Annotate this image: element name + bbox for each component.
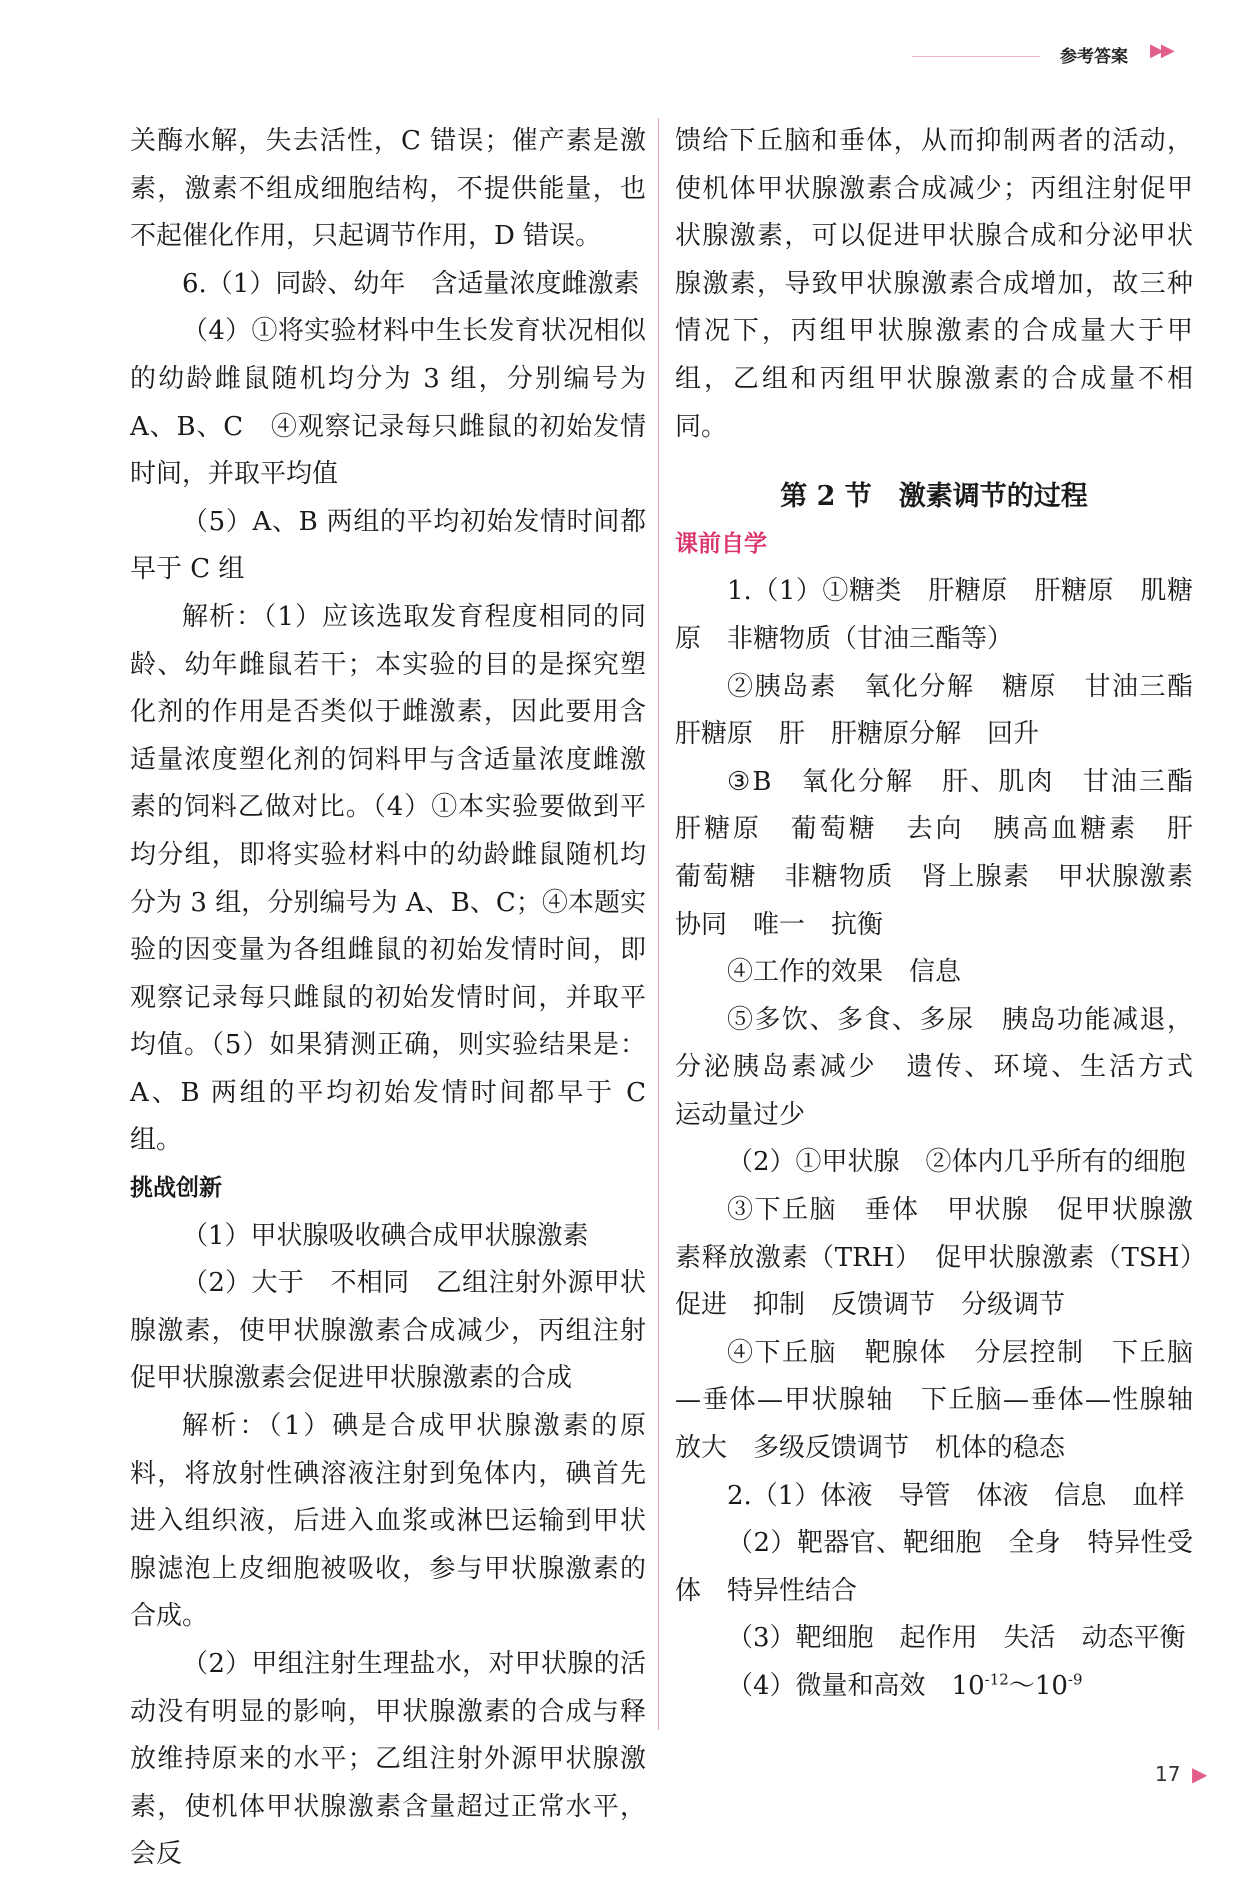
base: 10 [951, 1671, 985, 1701]
section-title: 第 2 节 激素调节的过程 [780, 481, 1088, 513]
header-title: 参考答案 [1060, 47, 1128, 67]
subheading-preview: 课前自学 [675, 530, 767, 557]
answer-line: （2）①甲状腺 ②体内几乎所有的细胞 [727, 1147, 1186, 1178]
paragraph: 解析：（1）应该选取发育程度相同的同龄、幼年雌鼠若干；本实验的目的是探究塑化剂的作用是否类似于雌激素，因此要用含适量浓度塑化剂的饲料甲与含适量浓度雌激素的饲料乙做对比。（4）①本实验要做到平均分组，即将实验材料中的幼龄雌鼠随机均分为 3 组，分别编号为 A、B、C；④本题实验的因变量为各组雌鼠的初始发情时间，即观察记录每只雌鼠的初始发情时间，并取平均值。（5）如果猜测正确，则实验结果是：A、B 两组的平均初始发情时间都早于 C 组。 [130, 601, 646, 1156]
right-column [675, 118, 1220, 1711]
answer-text: （4）微量和高效 [727, 1671, 952, 1701]
subheading-challenge: 挑战创新 [130, 1175, 222, 1202]
answer-line: ②胰岛素 氧化分解 糖原 甘油三酯 肝糖原 肝 肝糖原分解 回升 [675, 671, 1220, 750]
double-arrow-icon: ▶▶ [1150, 40, 1172, 61]
paragraph: （1）甲状腺吸收碘合成甲状腺激素 [182, 1220, 589, 1251]
answer-line: 1.（1）①糖类 肝糖原 肝糖原 肌糖原 非糖物质（甘油三酯等） [675, 576, 1193, 654]
answer-line: ④下丘脑 靶腺体 分层控制 下丘脑—垂体—甲状腺轴 下丘脑—垂体—性腺轴 放大 多级反馈调节 机体的稳态 [675, 1337, 1220, 1464]
range-separator: ～ [1008, 1671, 1035, 1701]
page-number: 17 [1155, 1762, 1181, 1786]
answer-line-exponent [675, 1663, 1193, 1711]
page-header [0, 38, 1250, 82]
answer-line: ④工作的效果 信息 [727, 957, 962, 988]
paragraph: 解析：（1）碘是合成甲状腺激素的原料，将放射性碘溶液注射到兔体内，碘首先进入组织液，后进入血浆或淋巴运输到甲状腺滤泡上皮细胞被吸收，参与甲状腺激素的合成。 [130, 1411, 646, 1632]
exponent: -12 [984, 1670, 1009, 1689]
answer-line: （3）靶细胞 起作用 失活 动态平衡 [727, 1623, 1186, 1654]
answer-line: （2）靶器官、靶细胞 全身 特异性受体 特异性结合 [675, 1528, 1193, 1606]
base: 10 [1034, 1671, 1068, 1701]
answer-line: ⑤多饮、多食、多尿 胰岛功能减退，分泌胰岛素减少 遗传、环境、生活方式 运动量过少 [675, 1004, 1220, 1130]
paragraph: （2）甲组注射生理盐水，对甲状腺的活动没有明显的影响，甲状腺激素的合成与释放维持原来的水平；乙组注射外源甲状腺激素，使机体甲状腺激素含量超过正常水平，会反 [130, 1649, 646, 1870]
exponent: -9 [1067, 1670, 1083, 1689]
answer-line: ③下丘脑 垂体 甲状腺 促甲状腺激素释放激素（TRH） 促甲状腺激素（TSH） 促进 抑制 反馈调节 分级调节 [675, 1195, 1220, 1321]
paragraph: （5）A、B 两组的平均初始发情时间都早于 C 组 [130, 506, 646, 585]
left-column [130, 118, 646, 1879]
answer-line: ③B 氧化分解 肝、肌肉 甘油三酯 肝糖原 葡萄糖 去向 胰高血糖素 肝 葡萄糖 非糖物质 肾上腺素 甲状腺激素 协同 唯一 抗衡 [675, 766, 1220, 940]
column-divider [658, 118, 659, 1730]
paragraph: 关酶水解，失去活性，C 错误；催产素是激素，激素不组成细胞结构，不提供能量，也不起催化作用，只起调节作用，D 错误。 [130, 126, 646, 252]
paragraph: （2）大于 不相同 乙组注射外源甲状腺激素，使甲状腺激素合成减少，丙组注射促甲状腺激素会促进甲状腺激素的合成 [130, 1268, 646, 1394]
header-rule [912, 56, 1040, 57]
next-page-arrow-icon: ▶ [1192, 1762, 1208, 1786]
paragraph: 6.（1）同龄、幼年 含适量浓度雌激素 [182, 268, 640, 299]
paragraph: （4）①将实验材料中生长发育状况相似的幼龄雌鼠随机均分为 3 组，分别编号为 A、B、C ④观察记录每只雌鼠的初始发情时间，并取平均值 [130, 316, 646, 490]
paragraph: 馈给下丘脑和垂体，从而抑制两者的活动，使机体甲状腺激素合成减少；丙组注射促甲状腺激素，可以促进甲状腺合成和分泌甲状腺激素，导致甲状腺激素合成增加，故三种情况下，丙组甲状腺激素的合成量大于甲组，乙组和丙组甲状腺激素的合成量不相同。 [675, 126, 1193, 442]
answer-line: 2.（1）体液 导管 体液 信息 血样 [727, 1480, 1185, 1511]
